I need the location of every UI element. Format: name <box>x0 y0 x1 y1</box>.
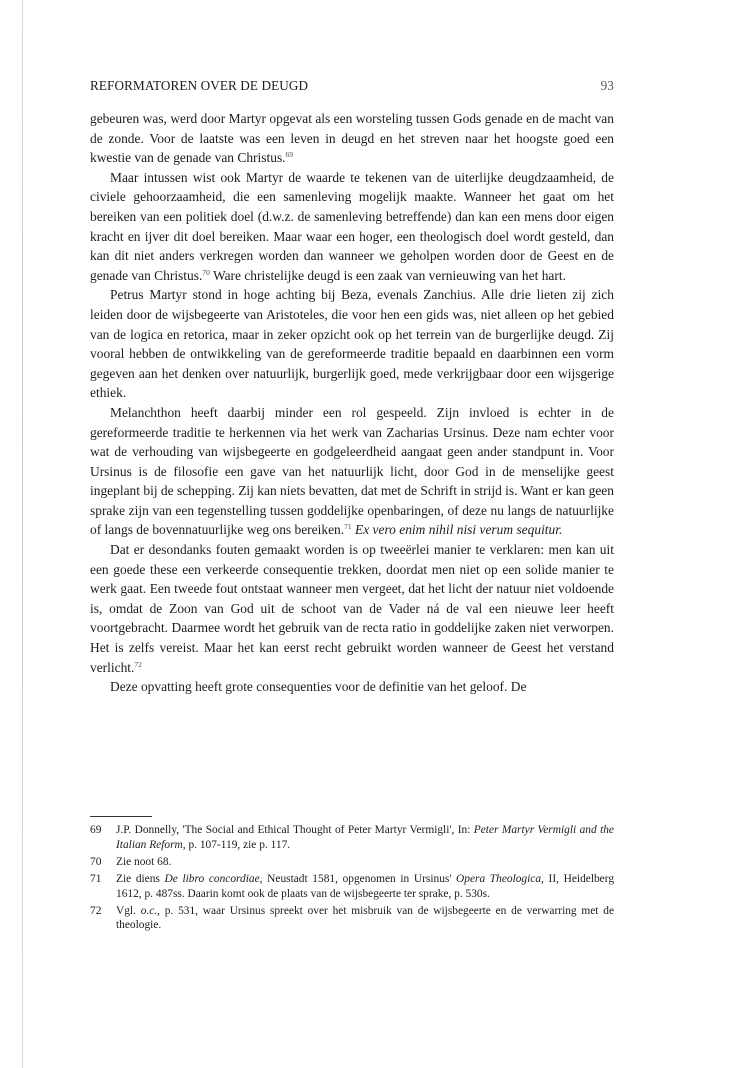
footnote-title: o.c., <box>140 904 161 917</box>
body-text <box>90 109 614 697</box>
footnote-segment: Vgl. <box>116 904 141 917</box>
footnote-number: 71 <box>90 872 102 885</box>
footnote-segment: p. 107-119, zie p. 117. <box>185 838 291 851</box>
footnote-title: Peter Martyr Vermigli and the Italian Reform, <box>116 824 614 851</box>
paragraph-text: Deze opvatting heeft grote consequenties voor de definitie van het geloof. De <box>110 679 527 695</box>
paragraph-text: Petrus Martyr stond in hoge achting bij Beza, evenals Zanchius. Alle drie lieten zij zich leiden door de wijsbegeerte van Aristoteles, die voor hen een gids was, niet alleen op het gebied van de logica en retorica, maar in zeker opzicht ook op het terrein van de burgerlijke deugd. Zij vooral hebben de ontwikkeling van de gereformeerde traditie bepaald en daarbinnen een vorm gegeven aan het denken over natuurlijk, burgerlijk goed, mede verkrijgbaar door een wijsgerige ethiek. <box>90 287 614 401</box>
paragraph-3 <box>90 285 614 403</box>
footnote-70 <box>90 855 614 870</box>
footnote-ref: 72 <box>134 659 142 669</box>
footnote-text <box>116 872 614 902</box>
scan-edge <box>22 0 23 1068</box>
footnote-number: 72 <box>90 904 102 917</box>
footnote-69 <box>90 823 614 853</box>
footnote-71 <box>90 872 614 902</box>
latin-quote: Ex vero enim nihil nisi verum sequitur. <box>354 522 563 538</box>
paragraph-text: gebeuren was, werd door Martyr opgevat als een worsteling tussen Gods genade en de macht van de zonde. Voor de laatste was een leven in deugd en het streven naar het hoogste goed een kwestie van de genade van Christus. <box>90 111 614 166</box>
footnote-ref: 69 <box>285 150 294 160</box>
footnote-title: De libro concordiae, <box>164 872 263 885</box>
footnote-text <box>116 855 614 870</box>
paragraph-1 <box>90 109 614 168</box>
footnote-text <box>116 823 614 853</box>
footnote-number: 70 <box>90 855 102 868</box>
footnote-number: 69 <box>90 824 102 836</box>
footnote-segment: Zie noot 68. <box>116 855 172 868</box>
footnote-rule <box>90 816 152 817</box>
footnote-title: Opera Theologica, <box>456 872 544 885</box>
paragraph-text: Dat er desondanks fouten gemaakt worden is op tweeërlei manier te verklaren: men kan uit een goede these een verkeerde consequentie trekken, doordat men niet op een solide manier te werk gaat. Een tweede fout ontstaat wanneer men vergeet, dat het licht der natuur niet voldoende is, omdat de Zoon van God uit de schoot van de Vader ná de val een nieuwe leer heeft voortgebracht. Daarmee wordt het gebruik van de recta ratio in goddelijke zaken niet verworpen. Het is zelfs vereist. Maar het kan eerst recht gebruikt worden wanneer de Geest het verstand verlicht. <box>90 542 614 675</box>
footnote-segment: Zie diens <box>116 872 165 885</box>
paragraph-text: Maar intussen wist ook Martyr de waarde te tekenen van de uiterlijke deugdzaamheid, de civiele gehoorzaamheid, die een samenleving mogelijk maakte. Wanneer het gaat om het bereiken van een politiek doel (d.w.z. de samenleving betreffende) dan kan een mens door eigen kracht en ijver dit doel bereiken. Maar waar een hoger, een theologisch doel wordt gesteld, dan kan dit niet anders verkregen worden dan wanneer we geholpen worden door de Geest en de genade van Christus. <box>90 169 614 283</box>
paragraph-2 <box>90 168 614 286</box>
footnote-segment: Neustadt 1581, opgenomen in Ursinus' <box>262 872 457 885</box>
footnote-ref: 71 <box>344 522 352 532</box>
footnote-ref: 70 <box>202 267 210 277</box>
footnote-text <box>116 904 614 934</box>
footnote-segment: p. 531, waar Ursinus spreekt over het misbruik van de wijsbegeerte en de verwarring met de theologie. <box>116 904 614 932</box>
footnote-segment: J.P. Donnelly, 'The Social and Ethical Thought of Peter Martyr Vermigli', In: <box>116 824 474 836</box>
paragraph-text: Ware christelijke deugd is een zaak van vernieuwing van het hart. <box>209 267 566 283</box>
footnote-segment: II, Heidelberg 1612, p. 487ss. Daarin komt ook de plaats van de wijsbegeerte ter sprake, p. 530s. <box>116 872 615 900</box>
page-number: 93 <box>600 78 614 93</box>
paragraph-6 <box>90 677 614 697</box>
running-header <box>90 78 614 94</box>
footnotes <box>90 823 614 935</box>
paragraph-4 <box>90 403 614 540</box>
running-title: REFORMATOREN OVER DE DEUGD <box>90 78 309 93</box>
paragraph-text: Melanchthon heeft daarbij minder een rol gespeeld. Zijn invloed is echter in de gereformeerde traditie te herkennen via het werk van Zacharias Ursinus. Deze nam echter voor wat de verhouding van wijsbegeerte en godgeleerdheid aangaat geen ander standpunt in. Voor Ursinus is de filosofie een gave van het natuurlijk licht, door God in de menselijke geest ingeplant bij de schepping. Zij kan niets bevatten, dat met de Schrift in strijd is. Want er kan geen sprake zijn van een tegenstelling tussen goddelijke openbaringen, of deze nu langs de natuurlijke of langs de bovennatuurlijke weg ons bereiken. <box>90 404 614 538</box>
footnote-72 <box>90 904 614 934</box>
paragraph-5 <box>90 540 614 677</box>
